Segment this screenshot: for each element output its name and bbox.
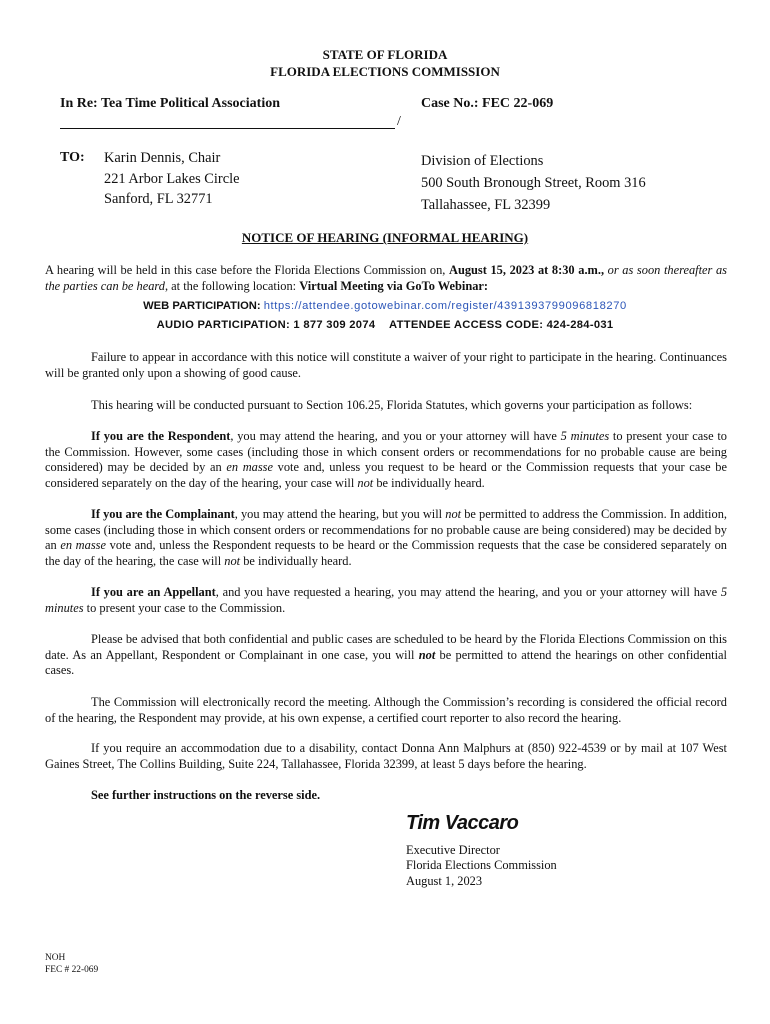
header-state: STATE OF FLORIDA [322, 47, 448, 62]
signature-date: August 1, 2023 [406, 873, 483, 888]
advised-not: not [418, 647, 436, 662]
complainant-text-3: vote and, unless the Respondent requests to be heard or the Commission requests that the case be considered separately on the day of the hearing, the case will [45, 538, 727, 568]
division-name: Division of Elections [421, 153, 544, 169]
section-paragraph: This hearing will be conducted pursuant to Section 106.25, Florida Statutes, which governs your participation as follows: [91, 398, 693, 412]
division-street: 500 South Bronough Street, Room 316 [421, 175, 646, 191]
complainant-not-2: not [224, 553, 241, 568]
advised-text-1: Please be advised that both confidential and public cases are scheduled to be heard by the Florida Elections Commission on this date. As an Appellant, Respondent or Complainant in one case, you will [45, 632, 727, 662]
signature: Tim Vaccaro [406, 812, 519, 834]
signature-block [406, 843, 557, 889]
audio-participation [0, 318, 770, 334]
respondent-lead: If you are the Respondent [91, 429, 231, 443]
complainant-paragraph [45, 507, 727, 569]
document-header [0, 46, 770, 80]
appellant-minutes: 5 minutes [45, 585, 728, 615]
accommodation-paragraph: If you require an accommodation due to a disability, contact Donna Ann Malphurs at (850) 922-4539 or by mail at 107 West Gaines Street, The Collins Building, Suite 224, Tallahassee, Florida 32399, at least 5 days before the hearing. [45, 741, 727, 771]
respondent-en-masse: en masse [226, 460, 273, 475]
respondent-text-1: , you may attend the hearing, and you or your attorney will have [230, 429, 561, 443]
in-re-caption: In Re: Tea Time Political Association [60, 96, 280, 111]
appellant-text-1: , and you have requested a hearing, you may attend the hearing, and you or your attorney will have [215, 585, 721, 599]
complainant-text-2: be permitted to address the Commission. In addition, some cases (including those in which consent orders or recommendations for no probable cause are being considered) may be decided by an [45, 507, 727, 553]
access-code: ATTENDEE ACCESS CODE: 424-284-031 [389, 319, 614, 331]
complainant-text-1: , you may attend the hearing, but you will [234, 507, 446, 521]
signer-org: Florida Elections Commission [406, 858, 557, 873]
hearing-location: Virtual Meeting via GoTo Webinar: [299, 278, 489, 293]
caption-rule [60, 128, 395, 129]
complainant-not: not [445, 507, 462, 521]
intro-text: A hearing will be held in this case before the Florida Elections Commission on, [45, 263, 449, 277]
respondent-address [104, 148, 239, 210]
web-participation [0, 299, 770, 315]
intro-paragraph [45, 263, 727, 294]
advised-paragraph [45, 632, 727, 679]
further-instructions: See further instructions on the reverse side. [91, 788, 321, 802]
notice-title: NOTICE OF HEARING (INFORMAL HEARING) [241, 230, 529, 245]
respondent-text-2: to present your case to the Commission. However, some cases (including those in which consent orders or recommendations for no probable cause are being considered) may be decided by an [45, 429, 727, 475]
webinar-link[interactable]: https://attendee.gotowebinar.com/register/4391393799096818270 [263, 300, 627, 312]
to-label: TO: [60, 150, 85, 165]
failure-paragraph: Failure to appear in accordance with this notice will constitute a waiver of your right to participate in the hearing. Continuances will be granted only upon a showing of good cause. [45, 350, 727, 380]
appellant-text-2: to present your case to the Commission. [83, 600, 286, 615]
footer-reference [45, 952, 98, 976]
advised-text-2: be permitted to attend the hearings on other confidential cases. [45, 647, 727, 678]
complainant-en-masse: en masse [60, 538, 106, 553]
caption-slash: / [397, 114, 401, 129]
appellant-lead: If you are an Appellant [91, 585, 216, 599]
respondent-not: not [357, 475, 374, 490]
case-number: Case No.: FEC 22-069 [421, 96, 554, 111]
hearing-date: August 15, 2023 at 8:30 a.m., [449, 263, 605, 277]
record-paragraph: The Commission will electronically record the meeting. Although the Commission’s recording is considered the official record of the hearing, the Respondent may provide, at his own expense, a certified court reporter to also record the hearing. [45, 695, 727, 725]
footer-doc-type: NOH [45, 953, 66, 963]
complainant-lead: If you are the Complainant [91, 507, 235, 521]
division-city: Tallahassee, FL 32399 [421, 197, 551, 213]
respondent-text-3: vote and, unless you request to be heard or the Commission requests that your case be considered separately on the day of the hearing, your case will [45, 460, 727, 490]
intro-text-2: , at the following location: [164, 278, 300, 293]
header-commission: FLORIDA ELECTIONS COMMISSION [270, 64, 500, 79]
audio-number: AUDIO PARTICIPATION: 1 877 309 2074 [156, 319, 376, 331]
appellant-paragraph [45, 585, 727, 616]
intro-italic: or as soon thereafter as the parties can be heard [45, 263, 727, 293]
web-label: WEB PARTICIPATION: [143, 300, 261, 312]
respondent-paragraph [45, 429, 727, 491]
signer-title: Executive Director [406, 843, 500, 857]
respondent-text-4: be individually heard. [373, 475, 485, 490]
respondent-street: 221 Arbor Lakes Circle [104, 170, 240, 187]
respondent-name: Karin Dennis, Chair [104, 150, 221, 166]
footer-case-number: FEC # 22-069 [45, 965, 99, 975]
division-address [421, 150, 646, 216]
respondent-city: Sanford, FL 32771 [104, 191, 213, 207]
respondent-minutes: 5 minutes [560, 429, 610, 443]
complainant-text-4: be individually heard. [240, 553, 352, 568]
